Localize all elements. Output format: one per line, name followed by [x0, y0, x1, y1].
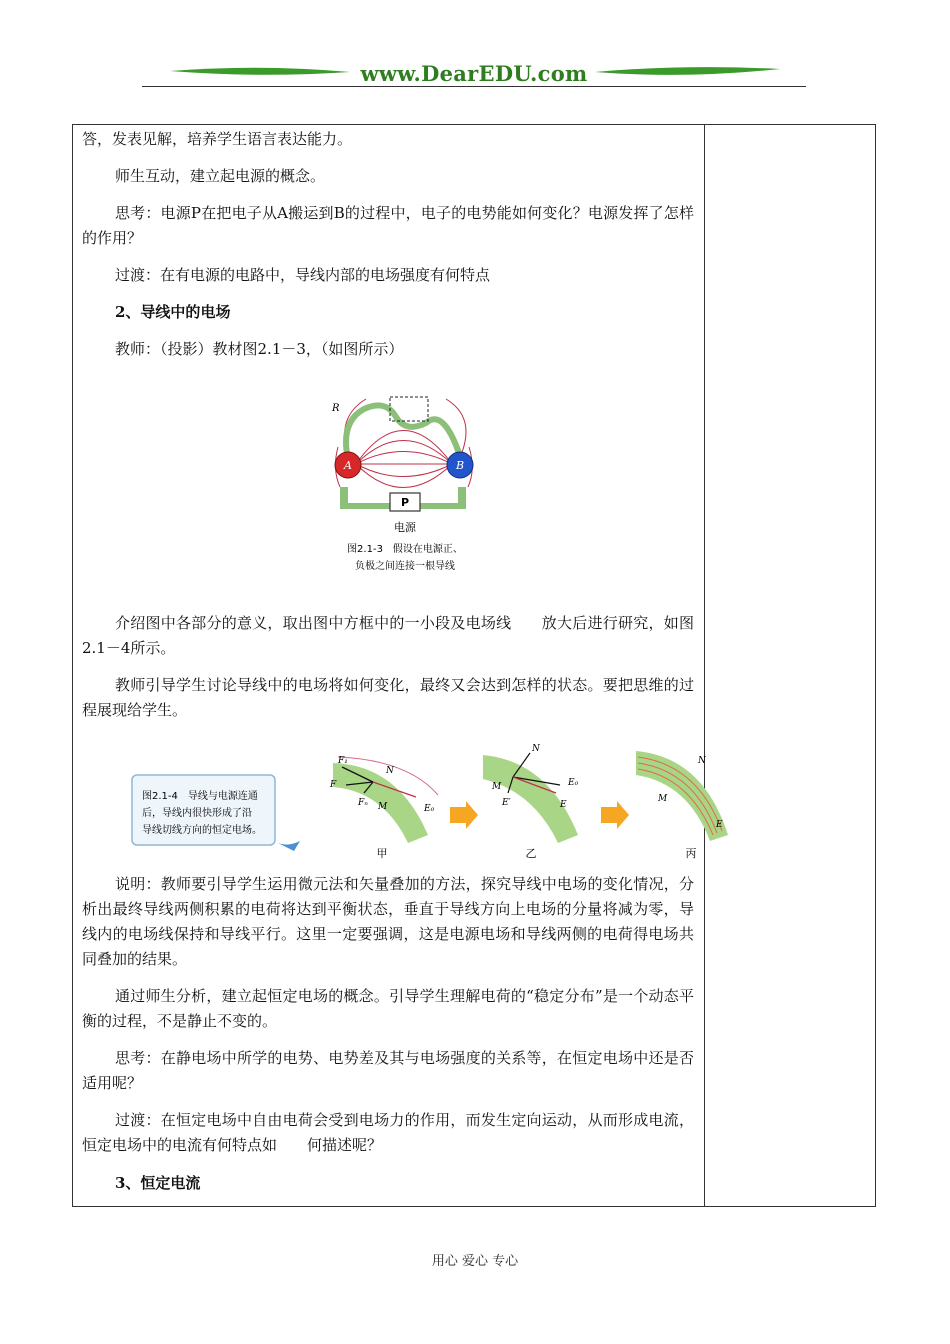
label-b: B: [455, 459, 465, 472]
wire-segment-3: [636, 751, 728, 841]
wire-segment-2: [483, 755, 578, 843]
section-heading: 2、导线中的电场: [115, 303, 231, 321]
figure-caption: 导线切线方向的恒定电场。: [142, 825, 262, 836]
arrow-right-icon: [450, 801, 478, 829]
label-m: M: [378, 802, 388, 812]
panel-label: 甲: [376, 847, 388, 860]
paragraph: 通过师生分析，建立起恒定电场的概念。引导学生理解电荷的“稳定分布”是一个动态平衡的过程，不是静止不变的。: [82, 987, 694, 1030]
label-n: N: [698, 756, 706, 766]
label-e0: E₀: [568, 778, 579, 788]
figure-2-1-4: [128, 735, 723, 860]
panel-label: 丙: [685, 847, 697, 860]
paragraph: 介绍图中各部分的意义，取出图中方框中的一小段及电场线 放大后进行研究，如图2.1－4所示。: [82, 614, 694, 657]
label-e: E: [560, 800, 567, 810]
paragraph: 过渡：在恒定电场中自由电荷会受到电场力的作用，而发生定向运动，从而形成电流，恒定电场中的电流有何特点如 何描述呢？: [82, 1111, 694, 1154]
figure-caption: 负极之间连接一根导线: [355, 561, 455, 572]
figure-2-1-3: [326, 387, 506, 587]
label-n: N: [532, 744, 540, 754]
label-e0: E₀: [424, 804, 435, 814]
panel-label: 乙: [525, 847, 537, 860]
page-header: [140, 58, 808, 92]
label-n: N: [386, 766, 394, 776]
label-e: E: [716, 820, 723, 830]
label-fn: Fₙ: [358, 798, 368, 808]
label-m: M: [658, 794, 668, 804]
paragraph: 思考：电源P在把电子从A搬运到B的过程中，电子的电势能如何变化？电源发挥了怎样的作用？: [82, 204, 694, 247]
lesson-table: [72, 124, 876, 1207]
header-rule: [142, 86, 806, 87]
source-label: 电源: [394, 521, 416, 534]
figure-caption: 图2.1-4 导线与电源连通: [142, 791, 258, 802]
paragraph: 答，发表见解，培养学生语言表达能力。: [82, 130, 353, 148]
paragraph: 教师引导学生讨论导线中的电场将如何变化，最终又会达到怎样的状态。要把思维的过程展现给学生。: [82, 676, 694, 719]
label-e-prime: E′: [502, 798, 511, 808]
label-p: P: [400, 496, 410, 509]
label-f: F: [330, 780, 337, 790]
page-footer: 用心 爱心 专心: [431, 1254, 519, 1269]
label-m: M: [492, 782, 502, 792]
paragraph: 师生互动，建立起电源的概念。: [115, 167, 326, 185]
section-heading: 3、恒定电流: [115, 1174, 201, 1192]
figure-caption: 图2.1-3 假设在电源正、: [347, 544, 463, 555]
paragraph: 说明：教师要引导学生运用微元法和矢量叠加的方法，探究导线中电场的变化情况，分析出最终导线两侧积累的电荷将达到平衡状态，垂直于导线方向上电场的分量将减为零，导线内的电场线保持和导线平行。这里一定要强调，这是电源电场和导线两侧的电荷得电场共同叠加的结果。: [82, 875, 694, 968]
column-divider: [704, 125, 705, 1206]
figure-caption: 后，导线内很快形成了沿: [142, 808, 252, 819]
label-r: R: [332, 403, 340, 414]
label-a: A: [344, 459, 352, 472]
site-logo-text[interactable]: www.DearEDU.com: [360, 61, 588, 86]
label-f1: F₁: [338, 756, 348, 766]
paragraph: 教师：（投影）教材图2.1－3，（如图所示）: [115, 340, 404, 358]
paragraph: 思考：在静电场中所学的电势、电势差及其与电场强度的关系等，在恒定电场中还是否适用呢？: [82, 1049, 694, 1092]
arrow-right-icon: [601, 801, 629, 829]
paragraph: 过渡：在有电源的电路中，导线内部的电场强度有何特点: [115, 266, 491, 284]
